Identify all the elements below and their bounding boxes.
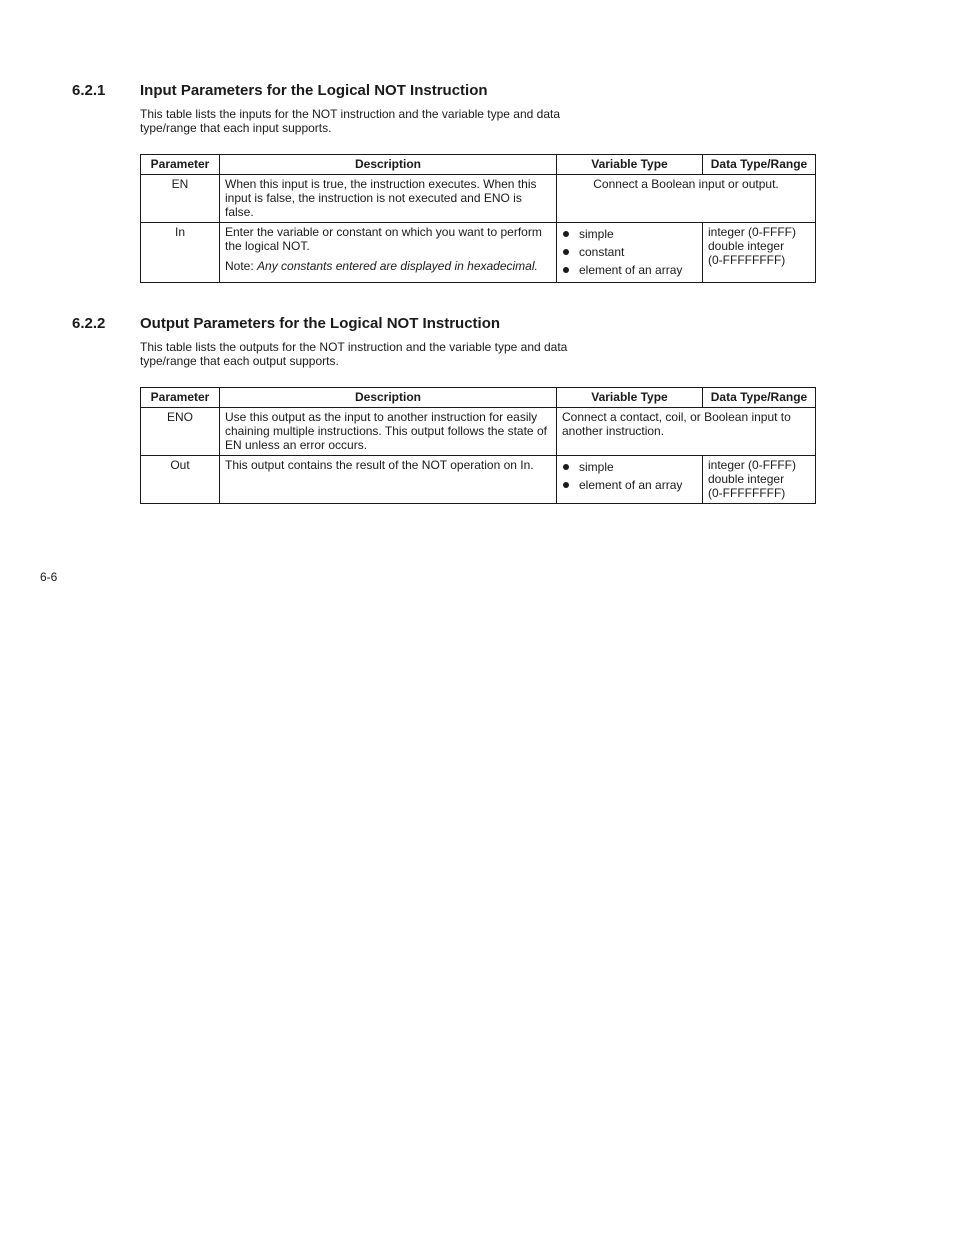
- range-line: (0-FFFFFFFF): [708, 486, 786, 500]
- description-text: Enter the variable or constant on which you want to perform the logical NOT.: [225, 225, 542, 253]
- list-item: constant: [562, 243, 697, 261]
- table-row: [141, 223, 816, 283]
- section-intro: [140, 341, 610, 368]
- table-row: [141, 408, 816, 456]
- header-variable-type: Variable Type: [557, 155, 703, 175]
- list-item: simple: [562, 458, 697, 476]
- range-line: integer (0-FFFF): [708, 458, 797, 472]
- range-line: (0-FFFFFFFF): [708, 253, 786, 267]
- data-type-range-cell: [703, 223, 816, 283]
- list-item: element of an array: [562, 476, 697, 494]
- header-description: Description: [220, 388, 557, 408]
- section-number: 6.2.2: [72, 315, 106, 332]
- param-cell: ENO: [141, 408, 220, 456]
- table-header-row: [141, 155, 816, 175]
- header-data-type-range: Data Type/Range: [703, 155, 816, 175]
- note-label: Note:: [225, 259, 258, 273]
- header-variable-type: Variable Type: [557, 388, 703, 408]
- section-title: Output Parameters for the Logical NOT Instruction: [140, 315, 501, 332]
- range-line: integer (0-FFFF): [708, 225, 797, 239]
- header-parameter: Parameter: [141, 155, 220, 175]
- section-heading: [72, 82, 488, 99]
- header-parameter: Parameter: [141, 388, 220, 408]
- intro-line: This table lists the outputs for the NOT instruction and the variable type and data: [140, 340, 568, 354]
- range-line: double integer: [708, 472, 785, 486]
- header-description: Description: [220, 155, 557, 175]
- data-type-range-cell: [703, 456, 816, 504]
- header-data-type-range: Data Type/Range: [703, 388, 816, 408]
- intro-line: This table lists the inputs for the NOT instruction and the variable type and data: [140, 107, 561, 121]
- param-cell: EN: [141, 175, 220, 223]
- merged-type-cell: Connect a Boolean input or output.: [557, 175, 816, 223]
- variable-type-list: [562, 458, 697, 494]
- variable-type-list: [562, 225, 697, 279]
- intro-line: type/range that each input supports.: [140, 120, 332, 135]
- description-cell: Use this output as the input to another instruction for easily chaining multiple instructions. This output follows the state of EN unless an error occurs.: [220, 408, 557, 456]
- description-cell: This output contains the result of the NOT operation on In.: [220, 456, 557, 504]
- merged-type-cell: Connect a contact, coil, or Boolean input to another instruction.: [557, 408, 816, 456]
- section-number: 6.2.1: [72, 82, 106, 99]
- variable-type-cell: [557, 456, 703, 504]
- note-text: Any constants entered are displayed in hexadecimal.: [257, 259, 538, 273]
- section-intro: [140, 108, 610, 135]
- page-number: 6-6: [40, 570, 58, 584]
- range-line: double integer: [708, 239, 785, 253]
- section-title: Input Parameters for the Logical NOT Instruction: [140, 82, 488, 99]
- variable-type-cell: [557, 223, 703, 283]
- input-parameters-table: [140, 154, 816, 283]
- param-cell: In: [141, 223, 220, 283]
- list-item: element of an array: [562, 261, 697, 279]
- list-item: simple: [562, 225, 697, 243]
- description-cell: [220, 223, 557, 283]
- description-cell: When this input is true, the instruction executes. When this input is false, the instruction is not executed and ENO is false.: [220, 175, 557, 223]
- section-heading: [72, 315, 500, 332]
- table-header-row: [141, 388, 816, 408]
- table-row: [141, 175, 816, 223]
- note: [225, 259, 551, 273]
- intro-line: type/range that each output supports.: [140, 353, 339, 368]
- output-parameters-table: [140, 387, 816, 504]
- table-row: [141, 456, 816, 504]
- param-cell: Out: [141, 456, 220, 504]
